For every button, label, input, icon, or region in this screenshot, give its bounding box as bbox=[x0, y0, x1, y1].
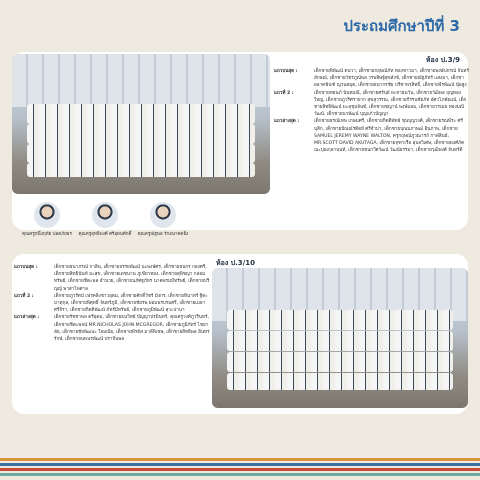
page-title: ประถมศึกษาปีที่ 3 bbox=[343, 17, 460, 35]
class-photo-3-9 bbox=[12, 54, 270, 194]
stripe bbox=[0, 473, 480, 476]
teacher-photo bbox=[34, 202, 60, 228]
teacher-caption: คุณครูสุทธิพงศ์ ศรีอุดมศักดิ์ bbox=[78, 232, 132, 237]
row-label: แถวล่างสุด : bbox=[274, 119, 300, 125]
name-row bbox=[14, 264, 210, 293]
row-label: แถวบนสุด : bbox=[274, 69, 298, 74]
row-names: เด็กชายธรณ์เทพ เกษมศรี, เด็กชายกิตติพัทธ์ ชุนบุญวงศ์, เด็กชายรณพีระ ศรีมุสิก, เด็กชายปัณณ์รดิตย์ ศรีจำปา, เด็กชายปุณมภาพฒ์ อินภาพ, เด็กชาย SAMUEL JEREMY WAYNE WALTON, ครูกฤษณ์ภูวณารถ์ กาฬสินธ์, MR.SCOTT DAVID AKUTAGA, เด็กชายจุฑาเรือ อุบลวิเศษ, เด็กชายพงศ์ภัค ณะปุณกุลานนท์, เด็กชายชนกวีศวัฒน์ วัฒน์ธรรมา, เด็กชายวุฒิพงศ์ จันทร์ดี bbox=[314, 119, 465, 154]
row-label: แถวล่างสุด : bbox=[14, 315, 40, 321]
name-row bbox=[14, 314, 210, 343]
row-names: เด็กชายรัชชาพล ตรีอุดม, เด็กชายธนวิทย์ ปัญญาปรมินทร์, คุณครูวงศ์ภูวรินทร์, เด็กชายชิตะพจน์ MR.NICHOLAS JOHN MCGREGOR, เด็กชายภูมิภัทร์ ไชยาลัย, เด็กชายชัยพัฒนะ ใจมณีย, เด็กชายพีรธัส มาลีพิเชษ, เด็กชายสิทธิพล อินทรรักษ์, เด็กชายนพนรพัฒน์ ปราจีนพล bbox=[54, 315, 210, 343]
room-label-3-10: ห้อง ป.3/10 bbox=[216, 259, 255, 267]
teacher-caption: คุณครูณัฐพล รักอนาคตยิ่ง bbox=[137, 232, 189, 237]
name-row bbox=[14, 293, 210, 315]
stripe bbox=[0, 468, 480, 471]
teacher-portrait bbox=[130, 202, 196, 237]
row-names: เด็กชายธนาภรณ์ กาสิน, เด็กชายจรรยพัฒน์ นะพงษ์ศร, เด็กชายธนกร กองศรี, เด็กชายสิทธินันท์ มะสุข, เด็กชายเดชนาน ภูเขียวทอง, เด็กชายสุพิชญา กล่อมทรัพย์, เด็กชายชิตะพล อำนวย, เด็กชายนภัศฐภัทร นาคพรมมีทรัพย์, เด็กชายปริญญ์ พาสาไพศาล bbox=[54, 265, 210, 292]
row-names: เด็กชายภูวรัตน์ เฟรคลิงชาวอุดม, เด็กชายศักดิ์วัชร์ มังกร, เด็กชายทินาทร์ ฐิตะมาตุกุล, เด็กชายพิศุทธิ์ จันทร์ภูมิ, เด็กชายชัยรพ ผอมพรบรมศรี, เด็กชายเมธา ศรีจิรา, เด็กชายกิตติพัฒน์ ภัทร์มีทรัพย์, เด็กชายภูมิพัฒน์ สุวะปานา bbox=[54, 293, 208, 314]
class-photo-3-10 bbox=[212, 268, 468, 408]
names-3-10 bbox=[14, 264, 210, 343]
row-label: แถวที่ 2 : bbox=[274, 90, 294, 96]
stripe bbox=[0, 463, 480, 466]
stripe bbox=[0, 458, 480, 461]
teacher-portrait bbox=[72, 202, 138, 237]
row-label: แถวที่ 2 : bbox=[14, 293, 34, 299]
teacher-portrait bbox=[14, 202, 80, 237]
teacher-caption: คุณครูหนึ่งฤทัย ปอดภัยธร bbox=[22, 232, 72, 237]
row-label: แถวบนสุด : bbox=[14, 265, 38, 270]
name-row bbox=[274, 90, 470, 119]
room-label-3-9: ห้อง ป.3/9 bbox=[425, 56, 460, 64]
teacher-photo bbox=[150, 202, 176, 228]
row-names: เด็กชายพิพัฒน์ ดนวา, เด็กชายกฤษณ์ภัท ทองขาวมา, เด็กชายพงษ์ปกรณ์ จันทร์ลักษณ์, เด็กชายวัชรภูณ์พล วรพสิษฐ์สุขสังข์, เด็กชายณัฐภัทร์ แสงมา, เด็กชายอาคฟันฑ์ ญวนสมุต, เด็กชายธนากรชัย ปรีชาพรสิทธิ์, เด็กชายจีรพัฒน์ นุ้ยสูง bbox=[314, 69, 469, 89]
name-row bbox=[274, 68, 470, 90]
names-3-9 bbox=[274, 68, 470, 154]
decorative-stripes bbox=[0, 458, 480, 480]
row-names: เด็กชายทยนภ์ นันทมณี, เด็กชายศรันย์ ยะหาธนวัน, เด็กชายวัฒิพล บุญทองใหญ่, เด็กชายภูวริศรายาก สุขสุวรรณ, เด็กชายกีรรนชัยภัท อัศวโภคัณณ์, เด็กชายสิทธิพัฒน์ มะลุชุมจันท์, เด็กชายชญาน์ พงษ์มลม, เด็กชายวรเมธ ทองมณีวัฒน์, เด็กชายนวพัฒน์ บุญแก้วปัญญา bbox=[314, 90, 467, 118]
teacher-photo bbox=[92, 202, 118, 228]
name-row bbox=[274, 118, 470, 154]
